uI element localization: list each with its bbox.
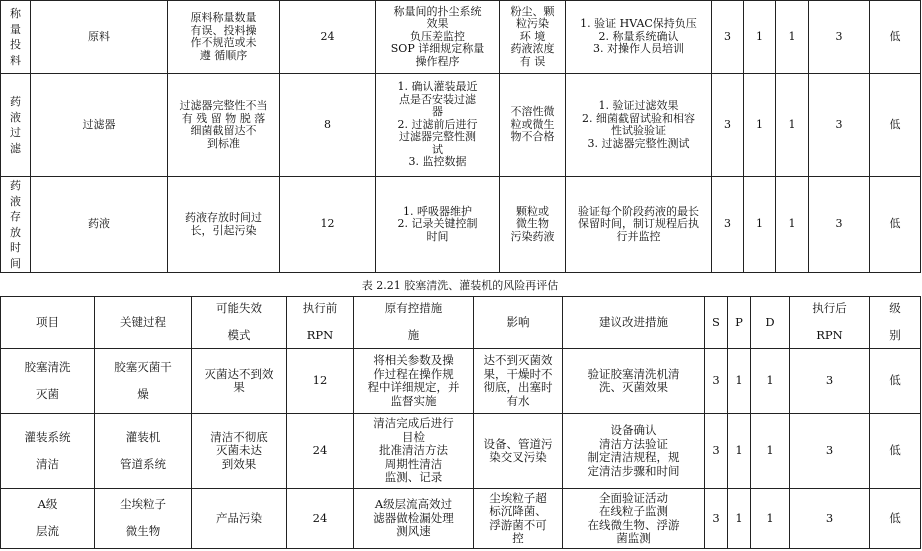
existing-controls-cell: A级层流高效过 滤器做检漏处理 测风速 xyxy=(354,489,474,549)
table-caption: 表 2.21 胶塞清洗、灌装机的风险再评估 xyxy=(361,279,559,292)
p-cell: 1 xyxy=(744,1,776,74)
table-row xyxy=(1,349,921,414)
rpn-after-cell: 3 xyxy=(790,349,870,414)
level-cell: 低 xyxy=(870,489,921,549)
d-cell: 1 xyxy=(751,349,790,414)
recommended-cell: 1. 验证过滤效果 2. 细菌截留试验和相容 性试验验证 3. 过滤器完整性测试 xyxy=(566,74,712,177)
existing-controls-cell: 1. 呼吸器维护 2. 记录关键控制 时间 xyxy=(376,177,500,273)
table-row xyxy=(1,177,921,273)
impact-cell: 不溶性微 粒或微生 物不合格 xyxy=(500,74,566,177)
s-cell: 3 xyxy=(705,349,728,414)
project-cell: 胶塞清洗 灭菌 xyxy=(1,349,95,414)
existing-controls-cell: 将相关参数及操 作过程在操作规 程中详细规定，并 监督实施 xyxy=(354,349,474,414)
impact-cell: 颗粒或 微生物 污染药液 xyxy=(500,177,566,273)
project-cell: 药 液 过 滤 xyxy=(1,74,31,177)
rpn-after-cell: 3 xyxy=(809,74,870,177)
header-s: S xyxy=(705,297,728,349)
table-header-row xyxy=(1,297,921,349)
rpn-before-cell: 8 xyxy=(280,74,376,177)
d-cell: 1 xyxy=(776,74,809,177)
risk-table-top xyxy=(0,0,921,273)
process-cell: 过滤器 xyxy=(31,74,168,177)
d-cell: 1 xyxy=(776,1,809,74)
process-cell: 原料 xyxy=(31,1,168,74)
s-cell: 3 xyxy=(712,177,744,273)
header-existing-controls: 原有控措施 施 xyxy=(354,297,474,349)
header-project: 项目 xyxy=(1,297,95,349)
rpn-after-cell: 3 xyxy=(809,1,870,74)
impact-cell: 粉尘、颗 粒污染 环 境 药液浓度 有 误 xyxy=(500,1,566,74)
rpn-before-cell: 12 xyxy=(280,177,376,273)
header-level: 级 别 xyxy=(870,297,921,349)
risk-reassessment-table xyxy=(0,296,921,549)
header-recommended: 建议改进措施 xyxy=(563,297,705,349)
process-cell: 药液 xyxy=(31,177,168,273)
failure-mode-cell: 原料称量数量 有误、投料操 作不规范或未 遵 循顺序 xyxy=(168,1,280,74)
project-cell: 药 液 存 放 时 间 xyxy=(1,177,31,273)
existing-controls-cell: 称量间的扑尘系统 效果 负压差监控 SOP 详细规定称量 操作程序 xyxy=(376,1,500,74)
recommended-cell: 设备确认 清洁方法验证 制定清洁规程，规 定清洁步骤和时间 xyxy=(563,414,705,489)
rpn-after-cell: 3 xyxy=(809,177,870,273)
d-cell: 1 xyxy=(751,414,790,489)
process-cell: 灌装机 管道系统 xyxy=(95,414,192,489)
header-failure-mode: 可能失效 模式 xyxy=(192,297,287,349)
rpn-before-cell: 24 xyxy=(287,489,354,549)
impact-cell: 设备、管道污 染交叉污染 xyxy=(474,414,563,489)
process-cell: 尘埃粒子 微生物 xyxy=(95,489,192,549)
impact-cell: 达不到灭菌效 果，干燥时不 彻底，出塞时 有水 xyxy=(474,349,563,414)
s-cell: 3 xyxy=(705,489,728,549)
recommended-cell: 验证胶塞清洗机清 洗、灭菌效果 xyxy=(563,349,705,414)
rpn-before-cell: 12 xyxy=(287,349,354,414)
project-cell: 灌装系统 清洁 xyxy=(1,414,95,489)
recommended-cell: 1. 验证 HVAC保持负压 2. 称量系统确认 3. 对操作人员培训 xyxy=(566,1,712,74)
existing-controls-cell: 1. 确认灌装最近 点是否安装过滤 器 2. 过滤前后进行 过滤器完整性测 试 3. 监控数据 xyxy=(376,74,500,177)
existing-controls-cell: 清洁完成后进行 目检 批准清洁方法 周期性清洁 监测、记录 xyxy=(354,414,474,489)
level-cell: 低 xyxy=(870,177,921,273)
p-cell: 1 xyxy=(728,414,751,489)
table-row xyxy=(1,74,921,177)
level-cell: 低 xyxy=(870,1,921,74)
rpn-after-cell: 3 xyxy=(790,414,870,489)
failure-mode-cell: 灭菌达不到效 果 xyxy=(192,349,287,414)
failure-mode-cell: 清洁不彻底 灭菌未达 到效果 xyxy=(192,414,287,489)
header-process: 关键过程 xyxy=(95,297,192,349)
failure-mode-cell: 药液存放时间过 长，引起污染 xyxy=(168,177,280,273)
header-rpn-before: 执行前 RPN xyxy=(287,297,354,349)
rpn-after-cell: 3 xyxy=(790,489,870,549)
failure-mode-cell: 产品污染 xyxy=(192,489,287,549)
p-cell: 1 xyxy=(728,349,751,414)
table-row xyxy=(1,1,921,74)
impact-cell: 尘埃粒子超 标沉降菌、 浮游菌不可 控 xyxy=(474,489,563,549)
failure-mode-cell: 过滤器完整性不当 有 残 留 物 脱 落 细菌截留达不 到标准 xyxy=(168,74,280,177)
project-cell: A级 层流 xyxy=(1,489,95,549)
header-impact: 影响 xyxy=(474,297,563,349)
recommended-cell: 全面验证活动 在线粒子监测 在线微生物、浮游 菌监测 xyxy=(563,489,705,549)
table-row xyxy=(1,414,921,489)
header-d: D xyxy=(751,297,790,349)
recommended-cell: 验证每个阶段药液的最长 保留时间，制订规程后执 行并监控 xyxy=(566,177,712,273)
table-row xyxy=(1,489,921,549)
p-cell: 1 xyxy=(728,489,751,549)
s-cell: 3 xyxy=(705,414,728,489)
rpn-before-cell: 24 xyxy=(280,1,376,74)
rpn-before-cell: 24 xyxy=(287,414,354,489)
level-cell: 低 xyxy=(870,414,921,489)
s-cell: 3 xyxy=(712,1,744,74)
d-cell: 1 xyxy=(751,489,790,549)
header-p: P xyxy=(728,297,751,349)
s-cell: 3 xyxy=(712,74,744,177)
process-cell: 胶塞灭菌干 燥 xyxy=(95,349,192,414)
header-rpn-after: 执行后 RPN xyxy=(790,297,870,349)
level-cell: 低 xyxy=(870,349,921,414)
p-cell: 1 xyxy=(744,74,776,177)
project-cell: 称 量 投 料 xyxy=(1,1,31,74)
d-cell: 1 xyxy=(776,177,809,273)
p-cell: 1 xyxy=(744,177,776,273)
level-cell: 低 xyxy=(870,74,921,177)
